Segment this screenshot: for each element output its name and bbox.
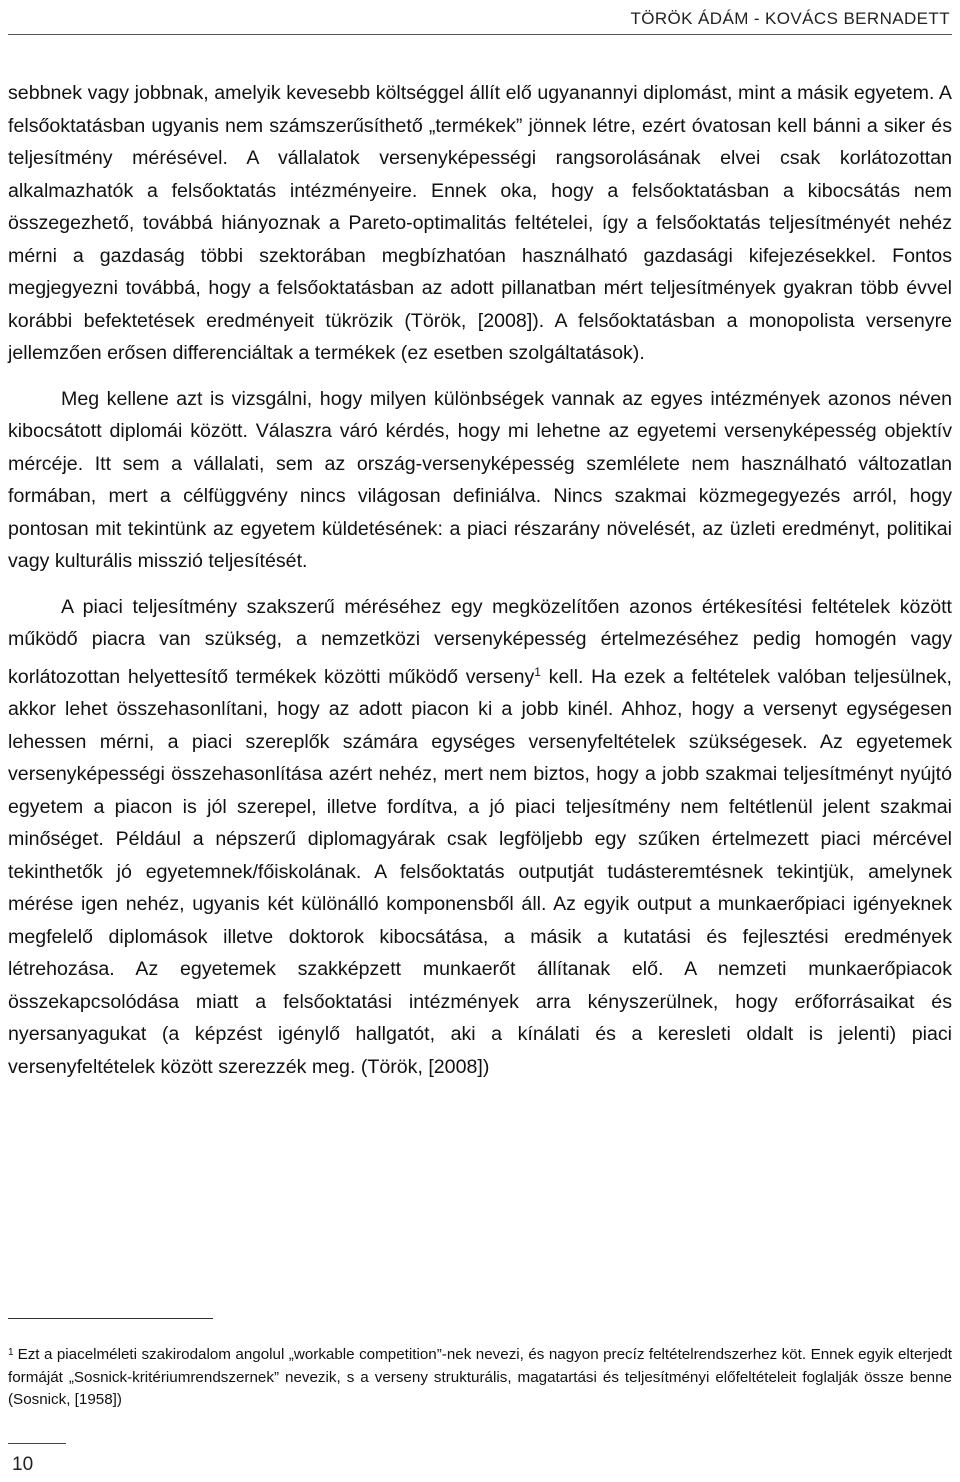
paragraph-1: sebbnek vagy jobbnak, amelyik kevesebb költséggel állít elő ugyanannyi diplomást, mint a másik egyetem. A felsőoktatásban ugyanis nem számszerűsíthető „termékek” jönnek létre, ezért óvatosan kell bánni a siker és teljesítmény mérésével. A vállalatok versenyképességi rangsorolásának elvei csak korlátozottan alkalmazhatók a felsőoktatás intézményeire. Ennek oka, hogy a felsőoktatásban a kibocsátás nem összegezhető, továbbá hiányoznak a Pareto-optimalitás feltételei, így a felsőoktatás teljesítményét nehéz mérni a gazdaság többi szektorában megbízhatóan használható gazdasági kifejezésekkel. Fontos megjegyezni továbbá, hogy a felsőoktatásban az adott pillanatban mért teljesítmények gyakran több évvel korábbi befektetések eredményeit tükrözik (Török, [2008]). A felsőoktatásban a monopolista versenyre jellemzően erősen differenciáltak a termékek (ez esetben szolgáltatások).	[8, 82, 952, 364]
page-number: 10	[12, 1454, 34, 1475]
footnote-text: Ezt a piacelméleti szakirodalom angolul „workable competition”-nek nevezi, és nagyon precíz feltételrendszerhez köt. Ennek egyik elterjedt formáját „Sosnick-kritériumrendszernek” nevezik, s a verseny strukturális, magatartási és teljesítményi előfeltételeit foglalják össze benne (Sosnick, [1958])	[8, 1346, 952, 1409]
footnote	[8, 1342, 952, 1412]
running-header	[8, 6, 952, 35]
main-text	[8, 77, 952, 1083]
footnote-separator	[8, 1318, 213, 1319]
footnote-marker: 1	[8, 1347, 14, 1358]
footnote-reference[interactable]: 1	[534, 664, 541, 679]
paragraph-3-text-a: A piaci teljesítmény szakszerű méréséhez egy megközelítően azonos értékesítési feltételek között működő piacra van szükség, a nemzetközi versenyképesség értelmezéséhez pedig homogén vagy korlátozottan helyettesítő termékek közötti működő verseny	[8, 595, 952, 688]
paragraph-3	[8, 591, 952, 1084]
paragraph-2: Meg kellene azt is vizsgálni, hogy milyen különbségek vannak az egyes intézmények azonos néven kibocsátott diplomái között. Válaszra váró kérdés, hogy mi lehetne az egyetemi versenyképesség objektív mércéje. Itt sem a vállalati, sem az ország-versenyképesség szemlélete nem használható változatlan formában, mert a célfüggvény nincs világosan definiálva. Nincs szakmai közmegegyezés arról, hogy pontosan mit tekintünk az egyetem küldetésének: a piaci részarány növelését, az üzleti eredményt, politikai vagy kulturális misszió teljesítését.	[8, 387, 952, 572]
paragraph-3-text-b: kell. Ha ezek a feltételek valóban teljesülnek, akkor lehet összehasonlítani, hogy az adott piacon ki a jobb kinél. Ahhoz, hogy a versenyt egységesen lehessen mérni, a piaci szereplők számára egységes versenyfeltételek szükségesek. Az egyetemek versenyképességi összehasonlítása azért nehéz, mert nem biztos, hogy a jobb szakmai teljesítményt nyújtó egyetem a piacon is jól szerepel, illetve fordítva, a jó piaci teljesítmény nem feltétlenül jelent szakmai minőséget. Például a népszerű diplomagyárak csak legföljebb egy szűken értelmezett piaci mércével tekinthetők jó egyetemnek/főiskolának. A felsőoktatás outputját tudásteremtésnek tekintjük, amelynek mérése igen nehéz, ugyanis két különálló komponensből áll. Az egyik output a munkaerőpiaci igényeknek megfelelő diplomások illetve doktorok kibocsátása, a másik a kutatási és fejlesztési eredmények létrehozása. Az egyetemek szakképzett munkaerőt állítanak elő. A nemzeti munkaerőpiacok összekapcsolódása miatt a felsőoktatási intézmények arra kényszerülnek, hogy erőforrásaikat és nyersanyagukat (a képzést igénylő hallgatót, aki a kínálati és a keresleti oldalt is jelenti) piaci versenyfeltételek között szerezzék meg. (Török, [2008])	[8, 665, 952, 1078]
running-title: TÖRÖK ÁDÁM - KOVÁCS BERNADETT	[630, 9, 950, 28]
page-number-rule	[8, 1443, 66, 1444]
